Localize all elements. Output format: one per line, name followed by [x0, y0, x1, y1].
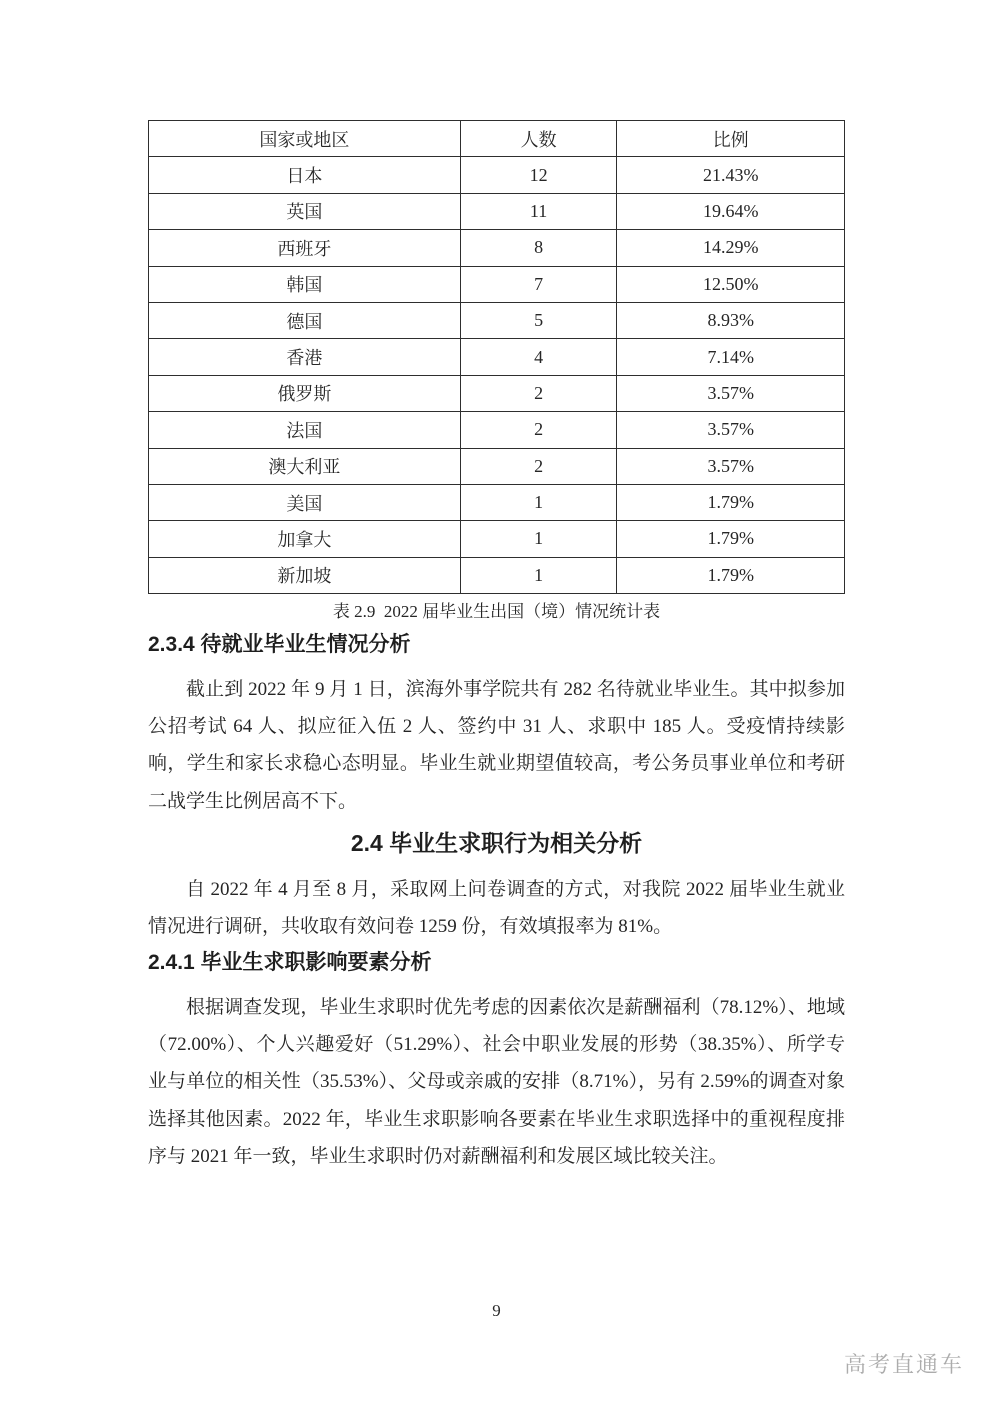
table-row	[149, 302, 845, 338]
paragraph-survey-method: 自 2022 年 4 月至 8 月，采取网上问卷调查的方式，对我院 2022 届毕业生就业情况进行调研，共收取有效问卷 1259 份，有效填报率为 81%。	[148, 879, 845, 938]
col-header-country: 国家或地区	[149, 121, 461, 157]
table-cell-ratio: 19.64%	[617, 193, 845, 229]
table-cell-count: 1	[460, 557, 617, 593]
table-row	[149, 521, 845, 557]
table-cell-ratio: 1.79%	[617, 557, 845, 593]
table-row	[149, 484, 845, 520]
table-cell-country: 加拿大	[149, 521, 461, 557]
col-header-ratio: 比例	[617, 121, 845, 157]
table-cell-ratio: 3.57%	[617, 412, 845, 448]
table-cell-count: 1	[460, 521, 617, 557]
table-cell-count: 2	[460, 448, 617, 484]
study-abroad-table-container	[148, 120, 845, 594]
table-header-row	[149, 121, 845, 157]
table-cell-country: 西班牙	[149, 230, 461, 266]
table-cell-count: 1	[460, 484, 617, 520]
table-cell-country: 日本	[149, 157, 461, 193]
paragraph-pending-employment: 截止到 2022 年 9 月 1 日，滨海外事学院共有 282 名待就业毕业生。其中拟参加公招考试 64 人、拟应征入伍 2 人、签约中 31 人、求职中 185 人。受疫情持续影响，学生和家长求稳心态明显。毕业生就业期望值较高，考公务员事业单位和考研二战学生比例居高不下。	[148, 679, 845, 812]
table-cell-ratio: 12.50%	[617, 266, 845, 302]
table-cell-count: 2	[460, 412, 617, 448]
table-cell-ratio: 8.93%	[617, 302, 845, 338]
table-row	[149, 448, 845, 484]
table-cell-ratio: 21.43%	[617, 157, 845, 193]
table-cell-count: 12	[460, 157, 617, 193]
table-cell-country: 俄罗斯	[149, 375, 461, 411]
section-heading-2-4-1: 2.4.1 毕业生求职影响要素分析	[148, 951, 432, 974]
table-cell-ratio: 1.79%	[617, 484, 845, 520]
table-row	[149, 375, 845, 411]
page-number: 9	[492, 1301, 501, 1320]
table-cell-country: 澳大利亚	[149, 448, 461, 484]
table-cell-count: 7	[460, 266, 617, 302]
table-cell-ratio: 3.57%	[617, 448, 845, 484]
table-cell-count: 8	[460, 230, 617, 266]
paragraph-job-factors: 根据调查发现，毕业生求职时优先考虑的因素依次是薪酬福利（78.12%）、地域（72.00%）、个人兴趣爱好（51.29%）、社会中职业发展的形势（38.35%）、所学专业与单位的相关性（35.53%）、父母或亲戚的安排（8.71%），另有 2.59%的调查对象选择其他因素。2022 年，毕业生求职影响各要素在毕业生求职选择中的重视程度排序与 2021 年一致，毕业生求职时仍对薪酬福利和发展区域比较关注。	[148, 997, 845, 1167]
table-cell-ratio: 7.14%	[617, 339, 845, 375]
col-header-count: 人数	[460, 121, 617, 157]
table-cell-country: 美国	[149, 484, 461, 520]
table-row	[149, 193, 845, 229]
table-row	[149, 230, 845, 266]
table-cell-country: 新加坡	[149, 557, 461, 593]
table-cell-country: 德国	[149, 302, 461, 338]
table-cell-count: 5	[460, 302, 617, 338]
table-row	[149, 157, 845, 193]
table-cell-country: 法国	[149, 412, 461, 448]
table-row	[149, 412, 845, 448]
table-cell-country: 香港	[149, 339, 461, 375]
table-row	[149, 266, 845, 302]
table-cell-count: 4	[460, 339, 617, 375]
table-cell-country: 韩国	[149, 266, 461, 302]
table-cell-ratio: 3.57%	[617, 375, 845, 411]
table-cell-count: 11	[460, 193, 617, 229]
table-cell-country: 英国	[149, 193, 461, 229]
table-caption: 表 2.9 2022 届毕业生出国（境）情况统计表	[332, 602, 661, 621]
section-heading-2-3-4: 2.3.4 待就业毕业生情况分析	[148, 633, 411, 656]
watermark-text: 高考直通车	[843, 1352, 964, 1377]
table-row	[149, 557, 845, 593]
section-heading-2-4: 2.4 毕业生求职行为相关分析	[350, 830, 643, 856]
table-cell-ratio: 14.29%	[617, 230, 845, 266]
table-row	[149, 339, 845, 375]
table-cell-count: 2	[460, 375, 617, 411]
study-abroad-stats-table	[148, 120, 845, 594]
table-cell-ratio: 1.79%	[617, 521, 845, 557]
